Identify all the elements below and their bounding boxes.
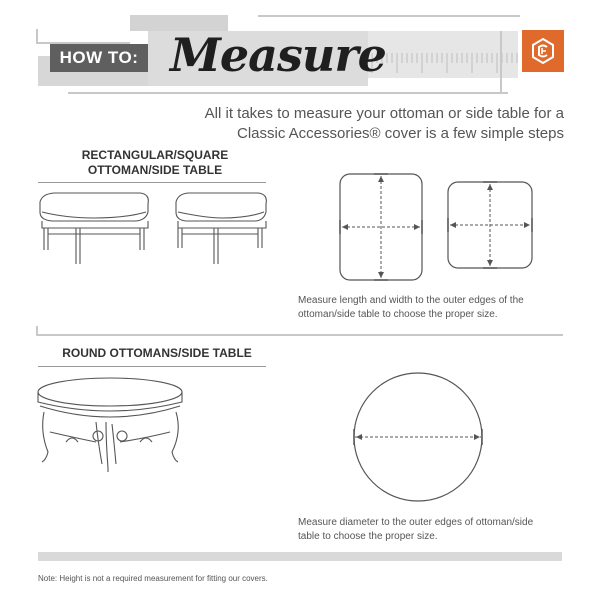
ruler-ticks-icon: [368, 31, 518, 78]
caption-line: ottoman/side table to choose the proper size.: [298, 309, 498, 320]
header-decor-line: [258, 15, 520, 17]
rect-ottoman-illustration: [36, 190, 276, 270]
brand-logo: [522, 30, 564, 72]
caption-line: table to choose the proper size.: [298, 531, 438, 542]
intro-text: [204, 104, 564, 144]
rect-caption: [298, 294, 568, 322]
round-measure-diagram: [348, 372, 492, 508]
round-ottoman-illustration: [36, 372, 196, 472]
section-rule: [38, 366, 266, 367]
intro-line: All it takes to measure your ottoman or side table for a: [204, 105, 564, 122]
section-title-line: RECTANGULAR/SQUARE: [81, 148, 229, 162]
section-rule: [38, 182, 266, 183]
howto-label: HOW TO:: [50, 44, 148, 72]
header-decor-line: [36, 29, 38, 43]
rect-measure-diagram: [334, 170, 544, 284]
round-caption: [298, 516, 568, 544]
footer-decor-bar: [38, 552, 562, 561]
section-divider: [36, 334, 563, 336]
intro-line: Classic Accessories® cover is a few simple steps: [237, 125, 564, 142]
footnote: Note: Height is not a required measurement for fitting our covers.: [38, 574, 268, 583]
caption-line: Measure diameter to the outer edges of ottoman/side: [298, 517, 534, 528]
section-title-rect: [60, 148, 250, 178]
caption-line: Measure length and width to the outer edges of the: [298, 295, 524, 306]
header-decor-line: [68, 92, 508, 94]
page-title: Measure: [170, 28, 386, 82]
section-title-round: ROUND OTTOMANS/SIDE TABLE: [62, 346, 252, 360]
ruler-graphic: [368, 31, 518, 78]
header-decor-line: [500, 31, 502, 93]
section-title-line: OTTOMAN/SIDE TABLE: [87, 163, 223, 177]
classic-accessories-logo-icon: [528, 36, 558, 66]
